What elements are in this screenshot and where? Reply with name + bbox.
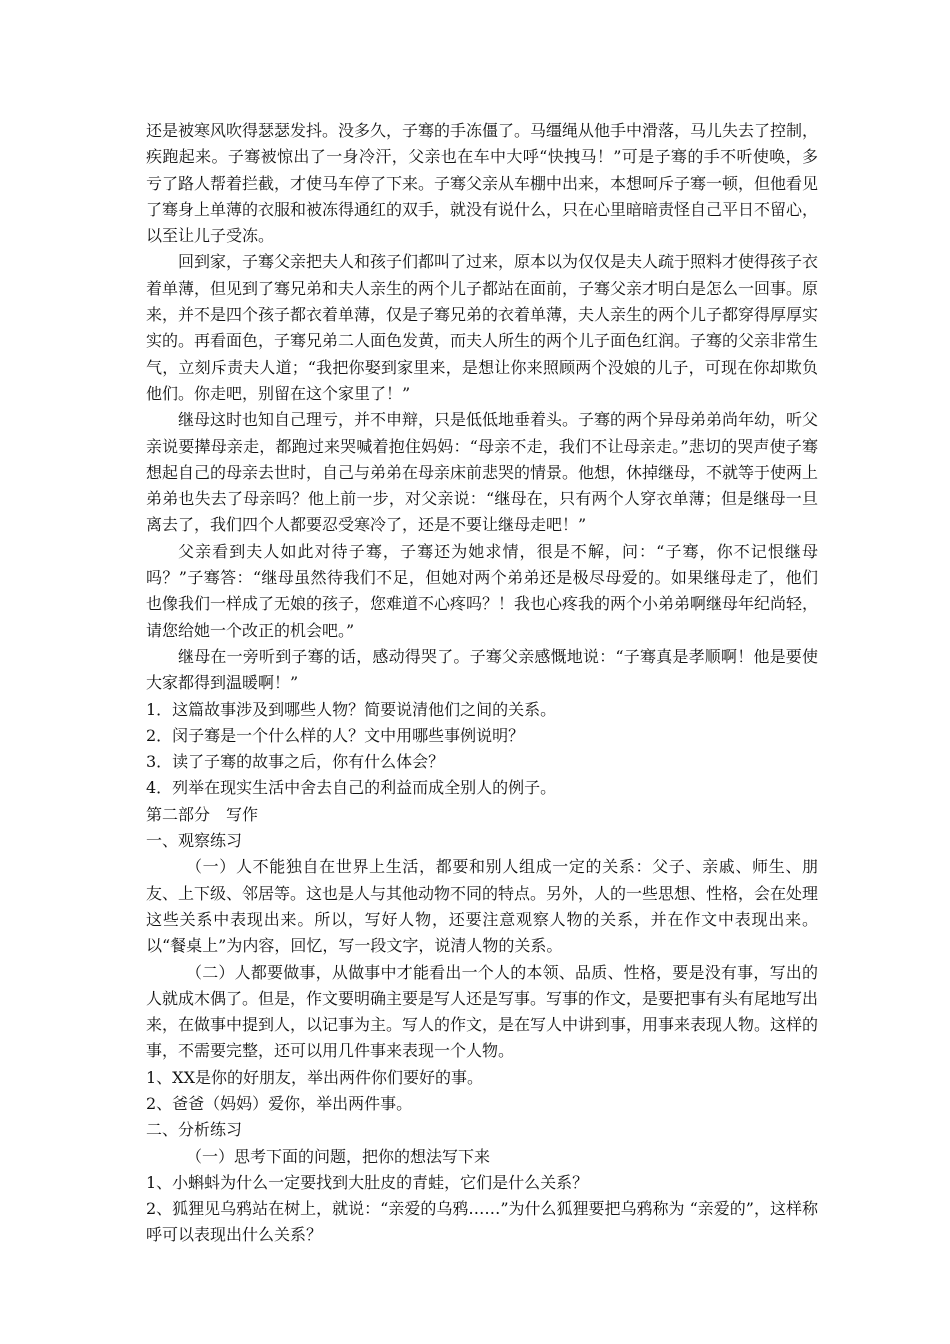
question-1: 1．这篇故事涉及到哪些人物？简要说清他们之间的关系。: [146, 699, 557, 719]
story-paragraph-3: 继母这时也知自己理亏，并不申辩，只是低低地垂着头。子骞的两个异母弟弟尚年幼，听父亲说要撵母亲走，都跑过来哭喊着抱住妈妈：“母亲不走，我们不让母亲走。”悲切的哭声使子骞想起自己的母亲去世时，自己与弟弟在母亲床前悲哭的情景。他想，休掉继母，不就等于使两上弟弟也失去了母亲吗？他上前一步，对父亲说：“继母在，只有两个人穿衣单薄；但是继母一旦离去了，我们四个人都要忍受寒冷了，还是不要让继母走吧！”: [146, 410, 819, 535]
section-one-heading: 一、观察练习: [146, 831, 243, 851]
observation-item-1: 1、XX是你的好朋友，举出两件你们要好的事。: [146, 1067, 483, 1087]
story-paragraph-5: 继母在一旁听到子骞的话，感动得哭了。子骞父亲感慨地说：“子骞真是孝顺啊！他是要使大家都得到温暖啊！”: [146, 646, 818, 693]
document-page: [146, 118, 818, 1249]
question-3: 3．读了子骞的故事之后，你有什么体会？: [146, 752, 445, 772]
analysis-item-2: 2、狐狸见乌鸦站在树上，就说：“亲爱的乌鸦……”为什么狐狸要把乌鸦称为 “亲爱的”，这样称呼可以表现出什么关系？: [146, 1199, 818, 1245]
observation-paragraph-1: （一）人不能独自在世界上生活，都要和别人组成一定的关系：父子、亲戚、师生、朋友、上下级、邻居等。这也是人与其他动物不同的特点。另外，人的一些思想、性格，会在处理这些关系中表现出来。所以，写好人物，还要注意观察人物的关系，并在作文中表现出来。以“餐桌上”为内容，回忆，写一段文字，说清人物的关系。: [146, 857, 819, 956]
analysis-item-1: 1、小蝌蚪为什么一定要找到大肚皮的青蛙，它们是什么关系？: [146, 1172, 589, 1192]
question-4: 4．列举在现实生活中舍去自己的利益而成全别人的例子。: [146, 778, 557, 798]
part-two-heading: 第二部分 写作: [146, 804, 259, 824]
question-2: 2．闵子骞是一个什么样的人？文中用哪些事例说明？: [146, 725, 525, 745]
analysis-subheading: （一）思考下面的问题，把你的想法写下来: [186, 1146, 491, 1166]
story-paragraph-4: 父亲看到夫人如此对待子骞，子骞还为她求情，很是不解，问：“子骞，你不记恨继母吗？”子骞答：“继母虽然待我们不足，但她对两个弟弟还是极尽母爱的。如果继母走了，他们也像我们一样成了无娘的孩子，您难道不心疼吗？！我也心疼我的两个小弟弟啊继母年纪尚轻，请您给她一个改正的机会吧。”: [146, 541, 819, 640]
observation-item-2: 2、爸爸（妈妈）爱你，举出两件事。: [146, 1093, 413, 1113]
story-paragraph-2: 回到家，子骞父亲把夫人和孩子们都叫了过来，原本以为仅仅是夫人疏于照料才使得孩子衣着单薄，但见到了骞兄弟和夫人亲生的两个儿子都站在面前，子骞父亲才明白是怎么一回事。原来，并不是四个孩子都衣着单薄，仅是子骞兄弟的衣着单薄，夫人亲生的两个儿子都穿得厚厚实实的。再看面色，子骞兄弟二人面色发黄，而夫人所生的两个儿子面色红润。子骞的父亲非常生气，立刻斥责夫人道；“我把你娶到家里来，是想让你来照顾两个没娘的儿子，可现在你却欺负他们。你走吧，别留在这个家里了！”: [146, 252, 819, 403]
observation-paragraph-2: （二）人都要做事，从做事中才能看出一个人的本领、品质、性格，要是没有事，写出的人就成木偶了。但是，作文要明确主要是写人还是写事。写事的作文，是要把事有头有尾地写出来，在做事中提到人，以记事为主。写人的作文，是在写人中讲到事，用事来表现人物。这样的事，不需要完整，还可以用几件事来表现一个人物。: [146, 962, 819, 1061]
section-two-heading: 二、分析练习: [146, 1120, 243, 1140]
story-paragraph-1: 还是被寒风吹得瑟瑟发抖。没多久，子骞的手冻僵了。马缰绳从他手中滑落，马儿失去了控制，疾跑起来。子骞被惊出了一身冷汗，父亲也在车中大呼“快拽马！”可是子骞的手不听使唤，多亏了路人帮着拦截，才使马车停了下来。子骞父亲从车棚中出来，本想呵斥子骞一顿，但他看见了骞身上单薄的衣服和被冻得通红的双手，就没有说什么，只在心里暗暗责怪自己平日不留心，以至让儿子受冻。: [146, 121, 819, 246]
